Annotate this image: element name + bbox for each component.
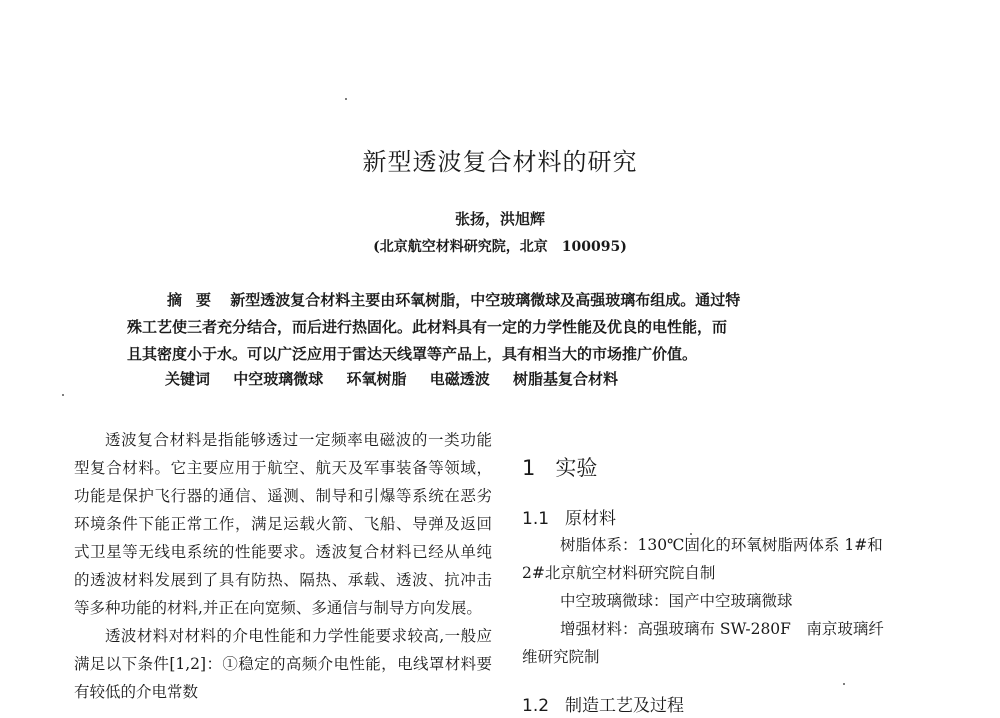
intro-paragraph-2: 透波材料对材料的介电性能和力学性能要求较高,一般应满足以下条件[1,2]：①稳定的高频介电性能，电线罩材料要有较低的介电常数 [74,627,492,701]
section-1-2-title: 制造工艺及过程 [565,696,685,716]
abstract-line-1 [127,287,887,314]
keywords [165,368,618,389]
abstract-line-2: 殊工艺使三者充分结合，而后进行热固化。此材料具有一定的力学性能及优良的电性能，而 [127,318,728,336]
section-1-1-title: 原材料 [565,509,617,529]
affiliation: (北京航空材料研究院，北京 100095) [373,239,627,255]
keyword-2: 环氧树脂 [346,370,407,388]
paper-title: 新型透波复合材料的研究 [362,148,638,176]
abstract [127,287,887,368]
section-1-1-heading [522,504,942,529]
authors: 张扬，洪旭辉 [454,210,545,228]
intro-paragraph-1: 透波复合材料是指能够透过一定频率电磁波的一类功能型复合材料。它主要应用于航空、航天及军事装备等领域，功能是保护飞行器的通信、遥测、制导和引爆等系统在恶劣环境条件下能正常工作，满足运载火箭、飞船、导弹及返回式卫星等无线电系统的性能要求。透波复合材料已经从单纯的透波材料发展到了具有防热、隔热、承载、透波、抗冲击等多种功能的材料,并正在向宽频、多通信与制导方向发展。 [74,431,492,617]
scan-speck [345,98,347,100]
section-1-number: 1 [522,456,536,480]
reinforce-line-1: 增强材料：高强玻璃布 SW-280F 南京玻璃纤 [560,620,884,638]
scan-speck [690,533,692,535]
scan-speck [62,394,64,396]
reinforce-line-2: 维研究院制 [522,648,600,666]
section-1-heading [522,452,942,482]
keyword-1: 中空玻璃微球 [233,370,324,388]
keywords-label: 关键词 [165,370,211,388]
abstract-label: 摘要 [167,291,226,309]
section-1-2-number: 1.2 [522,696,550,716]
keyword-4: 树脂基复合材料 [513,370,619,388]
abstract-line-3: 且其密度小于水。可以广泛应用于雷达天线罩等产品上，具有相当大的市场推广价值。 [127,345,698,363]
section-1-2-heading [522,691,942,716]
section-1-1-number: 1.1 [522,509,550,529]
left-column [74,426,492,706]
keyword-3: 电磁透波 [429,370,490,388]
resin-line-2: 2#北京航空材料研究院自制 [522,564,716,582]
section-1-title: 实验 [555,456,598,480]
microsphere-line: 中空玻璃微球：国产中空玻璃微球 [560,592,793,610]
abstract-text-1: 新型透波复合材料主要由环氧树脂，中空玻璃微球及高强玻璃布组成。通过特 [230,291,741,309]
scan-speck [843,683,845,685]
right-column [522,452,942,718]
resin-line-1: 树脂体系：130℃固化的环氧树脂两体系 1#和 [560,536,883,554]
